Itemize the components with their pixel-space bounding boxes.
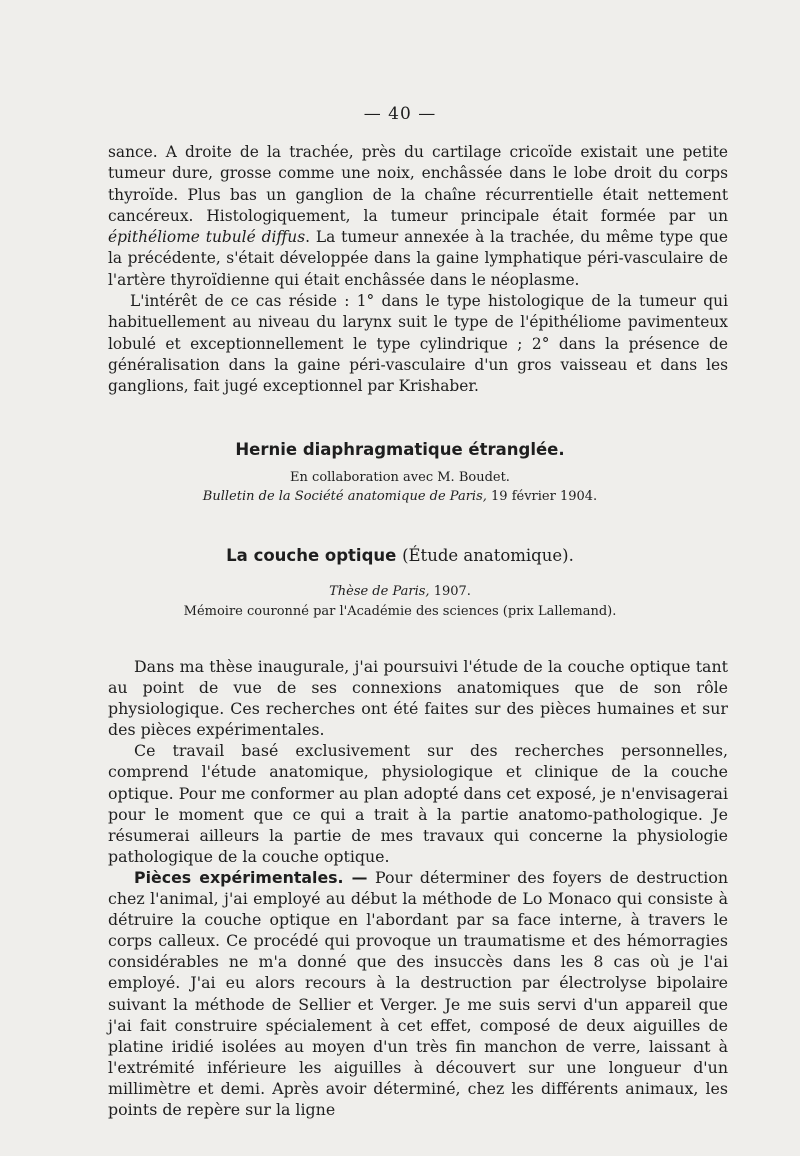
paragraph: Ce travail basé exclusivement sur des recherches personnelles, comprend l'étude anatomique, physiologique et clinique de la couche optique. Pour me conformer au plan adopté dans cet exposé, je n'envisagerai pour le moment que ce qui a trait à la partie anatomo-pathologique. Je résumerai ailleurs la partie de mes travaux qui concerne la physiologie pathologique de la couche optique.	[108, 741, 728, 866]
page-number: — 40 —	[363, 104, 437, 124]
section-title-hernie: Hernie diaphragmatique étranglée.	[235, 440, 565, 459]
collaboration-note: En collaboration avec M. Boudet.	[290, 470, 510, 485]
paragraph: L'intérêt de ce cas réside : 1° dans le type histologique de la tumeur qui habituellement au niveau du larynx suit le type de l'épithéliome pavimenteux lobulé et exceptionnellement le type cylindrique ; 2° dans la présence de généralisation dans la gaine péri-vasculaire d'un gros vaisseau et dans les ganglions, fait jugé exceptionnel par Krishaber.	[108, 292, 728, 396]
text-block-bottom	[108, 656, 728, 1120]
source-title: Bulletin de la Société anatomique de Paris,	[202, 489, 487, 504]
section-title-text: La couche optique	[226, 546, 397, 565]
thesis-title: Thèse de Paris,	[329, 584, 430, 599]
thesis-citation	[0, 584, 800, 599]
paragraph-text: . La tumeur annexée à la trachée, du même type que la précédente, s'était développée dans la gaine lymphatique péri-vasculaire de l'artère thyroïdienne qui était enchâssée dans le néoplasme.	[108, 228, 728, 289]
run-in-heading: Pièces expérimentales. —	[134, 867, 368, 887]
paragraph-text: Pour déterminer des foyers de destruction chez l'animal, j'ai employé au début la méthode de Lo Monaco qui consiste à détruire la couche optique en l'abordant par sa face interne, à travers le corps calleux. Ce procédé qui provoque un traumatisme et des hémorragies considérables ne m'a donné que des insuccès dans les 8 cas où je l'ai employé. J'ai eu alors recours à la destruction par électrolyse bipolaire suivant la méthode de Sellier et Verger. Je me suis servi d'un appareil que j'ai fait construire spécialement à cet effet, composé de deux aiguilles de platine iridié isolées au moyen d'un très fin manchon de verre, laissant à l'extrémité inférieure les aiguilles à découvert sur une longueur d'un millimètre et demi. Après avoir déterminé, chez les différents animaux, les points de repère sur la ligne	[108, 867, 729, 1119]
paragraph-text: sance. A droite de la trachée, près du cartilage cricoïde existait une petite tumeur dure, grosse comme une noix, enchâssée dans le lobe droit du corps thyroïde. Plus bas un ganglion de la chaîne récurrentielle était nettement cancéreux. Histologiquement, la tumeur principale était formée par un	[108, 143, 728, 225]
source-date: 19 février 1904.	[486, 489, 598, 504]
source-citation	[0, 489, 800, 504]
text-block-top	[108, 142, 728, 398]
section-title-couche	[0, 546, 800, 565]
award-note: Mémoire couronné par l'Académie des sciences (prix Lallemand).	[183, 604, 617, 619]
italic-term: épithéliome tubulé diffus	[108, 228, 306, 247]
thesis-year: 1907.	[429, 584, 471, 599]
paragraph	[108, 867, 728, 1120]
paragraph: Dans ma thèse inaugurale, j'ai poursuivi l'étude de la couche optique tant au point de vue de ses connexions anatomiques que de son rôle physiologique. Ces recherches ont été faites sur des pièces humaines et sur des pièces expérimentales.	[108, 657, 728, 740]
paragraph	[108, 142, 728, 291]
section-subtitle: (Étude anatomique).	[402, 546, 574, 565]
